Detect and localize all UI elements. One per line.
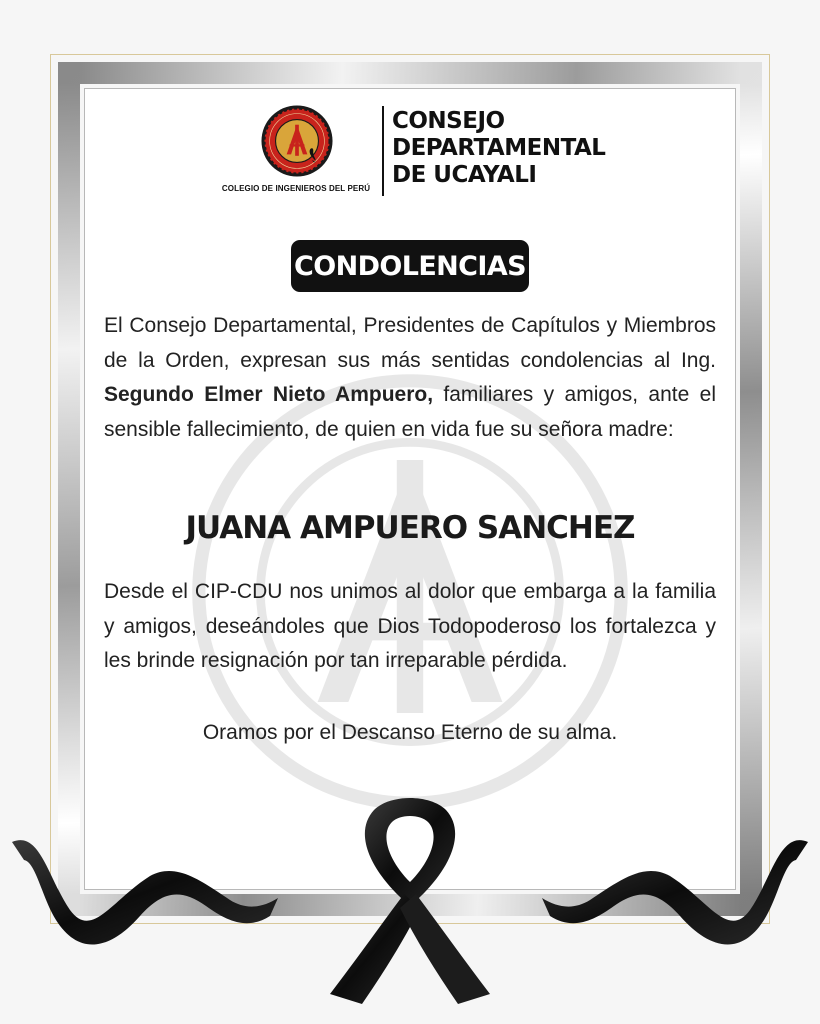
right-ribbon-streamer — [542, 840, 808, 944]
center-ribbon-right-tail — [400, 894, 490, 1004]
council-line-2: DEPARTAMENTAL — [392, 135, 606, 161]
condolencias-title: CONDOLENCIAS — [291, 240, 529, 292]
content-panel — [84, 88, 736, 890]
header — [220, 104, 606, 200]
header-divider — [382, 106, 384, 196]
mourning-ribbons — [0, 790, 820, 1024]
council-name — [392, 108, 605, 189]
council-line-3: DE UCAYALI — [392, 162, 537, 188]
council-line-1: CONSEJO — [392, 108, 505, 134]
honoree-name: Segundo Elmer Nieto Ampuero, — [104, 383, 434, 406]
cip-caption: COLEGIO DE INGENIEROS DEL PERÚ — [221, 184, 371, 193]
closing-prayer: Oramos por el Descanso Eterno de su alma. — [202, 721, 618, 744]
left-ribbon-streamer — [12, 840, 278, 944]
condolence-intro — [104, 309, 716, 447]
intro-text-start: El Consejo Departamental, Presidentes de Capítulos y Miembros de la Orden, expresan sus más sentidas condolencias al Ing. — [104, 314, 716, 372]
deceased-name: JUANA AMPUERO SANCHEZ — [185, 510, 635, 546]
intro-text-end: familiares y amigos, ante el sensible fallecimiento, de quien en vida fue su señora madre: — [104, 383, 717, 441]
support-message: Desde el CIP-CDU nos unimos al dolor que embarga a la familia y amigos, deseándoles que Dios Todopoderoso los fortalezca y les brinde resignación por tan irreparable pérdida. — [104, 580, 716, 672]
cip-logo — [220, 104, 372, 200]
center-ribbon-loop — [365, 798, 455, 906]
cip-seal-icon — [260, 104, 334, 178]
